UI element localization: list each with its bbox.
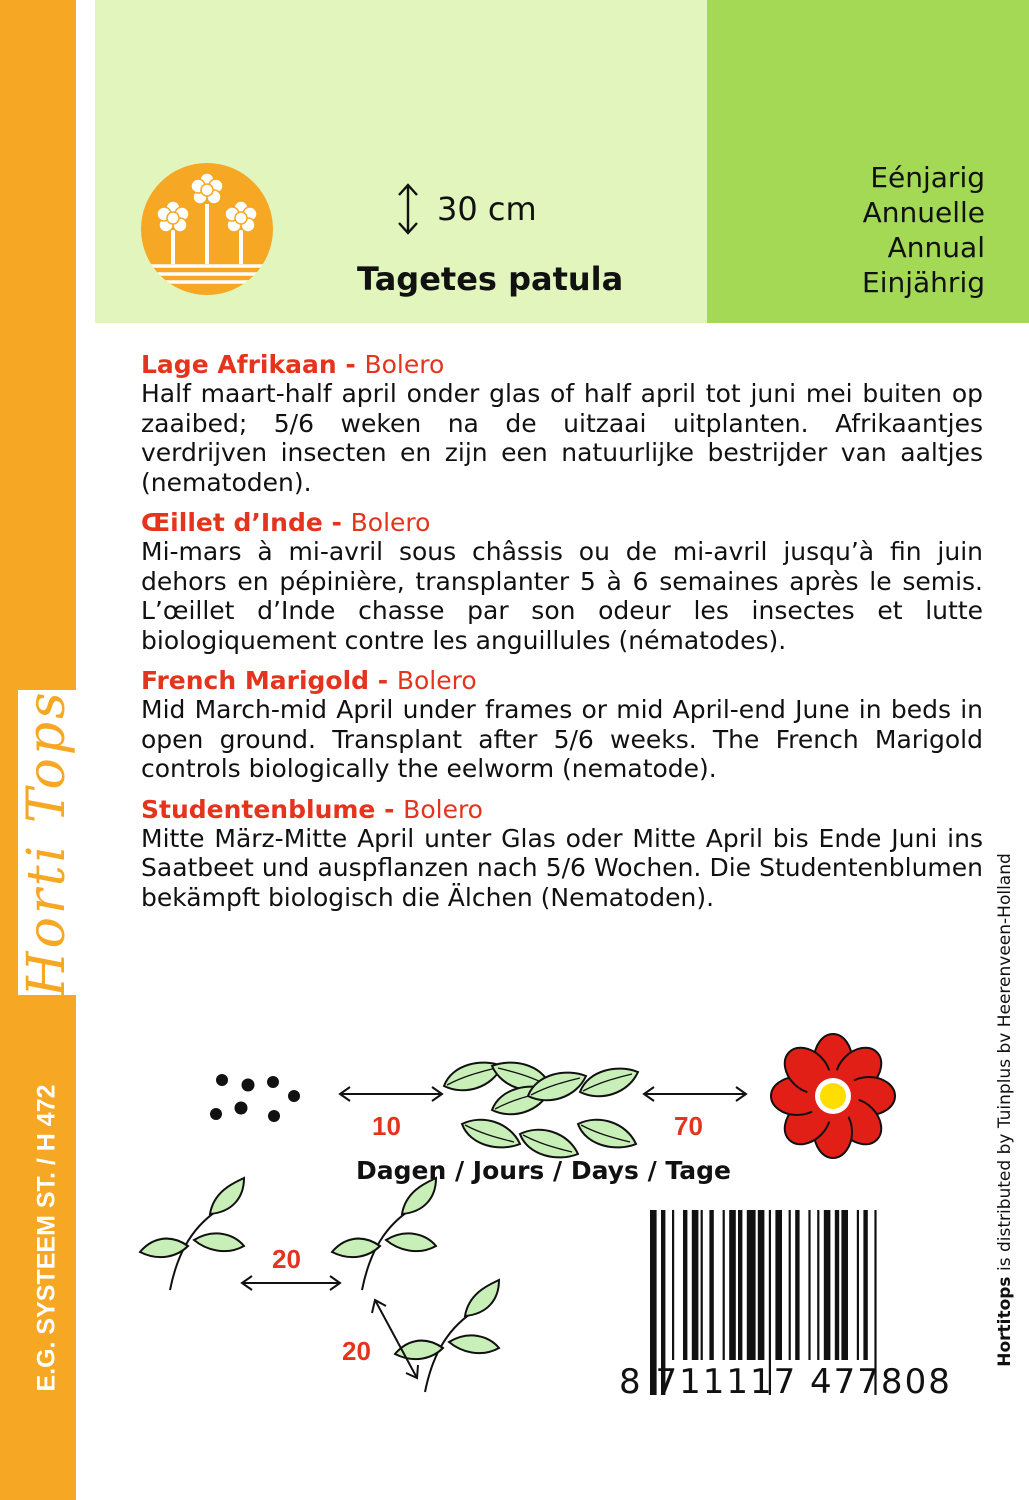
annual-en: Annual [887,231,985,264]
barcode-bar [758,1210,765,1360]
barcode-bar [723,1210,725,1360]
barcode-bar [795,1210,799,1360]
barcode-bar [835,1210,839,1360]
section-heading: Œillet d’Inde - Bolero [141,508,431,537]
seeds-icon [210,1074,300,1122]
section-heading: Lage Afrikaan - Bolero [141,350,445,379]
annual-fr: Annuelle [862,196,985,229]
barcode-bar [857,1210,859,1360]
days-label: Dagen / Jours / Days / Tage [356,1156,731,1185]
barcode-bar [729,1210,736,1360]
plant-spacing-icon [140,1178,499,1392]
system-code: E.G. SYSTEEM ST. / H 472 [32,1084,61,1392]
barcode-bar [701,1210,703,1360]
barcode-bar [683,1210,687,1360]
barcode-bar [709,1210,713,1360]
plant-spacing-value: 20 [272,1244,301,1274]
barcode-bar [841,1210,848,1360]
barcode-bar [817,1210,819,1360]
double-arrow-icon [644,1087,746,1101]
barcode-bar [738,1210,742,1360]
section-heading: Studentenblume - Bolero [141,794,483,824]
section-heading: French Marigold - Bolero [141,666,477,695]
section-body: Half maart-half april onder glas of half april tot juni mei buiten op zaaibed; 5/6 weken na de uitzaai uitplanten. Afrikaantjes verdrijven insecten en zijn een natuurlijke bestrijder van aaltjes (nematoden). [141,379,983,497]
latin-name: Tagetes patula [357,260,624,298]
section-body: Mi-mars à mi-avril sous châssis ou de mi-avril jusqu’à fin juin dehors en pépinière, transplanter 5 à 6 semaines après le semis. L’œillet d’Inde chasse par son odeur les insectes et lutte biologiquement contre les anguillules (nématodes). [141,537,983,655]
germination-days: 10 [372,1111,401,1141]
flower-icon [771,1034,895,1158]
barcode-number: 8 711117 477808 [619,1362,952,1402]
annual-nl: Eénjarig [870,161,985,194]
seedlings-icon [444,1063,638,1158]
barcode-bar [863,1210,867,1360]
barcode-bar [692,1210,699,1360]
barcode-bar [672,1210,674,1360]
annual-de: Einjährig [862,266,985,299]
section-body: Mitte März-Mitte April unter Glas oder Mitte April bis Ende Juni ins Saatbeet und auspflanzen nach 5/6 Wochen. Die Studentenblumen bekämpft biologisch die Älchen (Nematoden). [141,823,983,912]
barcode-bar [789,1210,791,1360]
double-arrow-icon [340,1087,442,1101]
barcode-bar [775,1210,782,1360]
height-value: 30 cm [437,190,537,228]
barcode-bar [747,1210,756,1360]
distributor-text: Hortitops is distributed by Tuinplus bv Heerenveen-Holland [995,853,1015,1367]
barcode-bar [824,1210,831,1360]
flowering-days: 70 [674,1111,703,1141]
row-spacing-value: 20 [342,1336,371,1366]
barcode-bar [808,1210,810,1360]
section-body: Mid March-mid April under frames or mid April-end June in beds in open ground. Transplant after 5/6 weeks. The French Marigold controls biologically the eelworm (nematode). [141,695,983,783]
brand-logo: Horti Tops [17,689,77,997]
